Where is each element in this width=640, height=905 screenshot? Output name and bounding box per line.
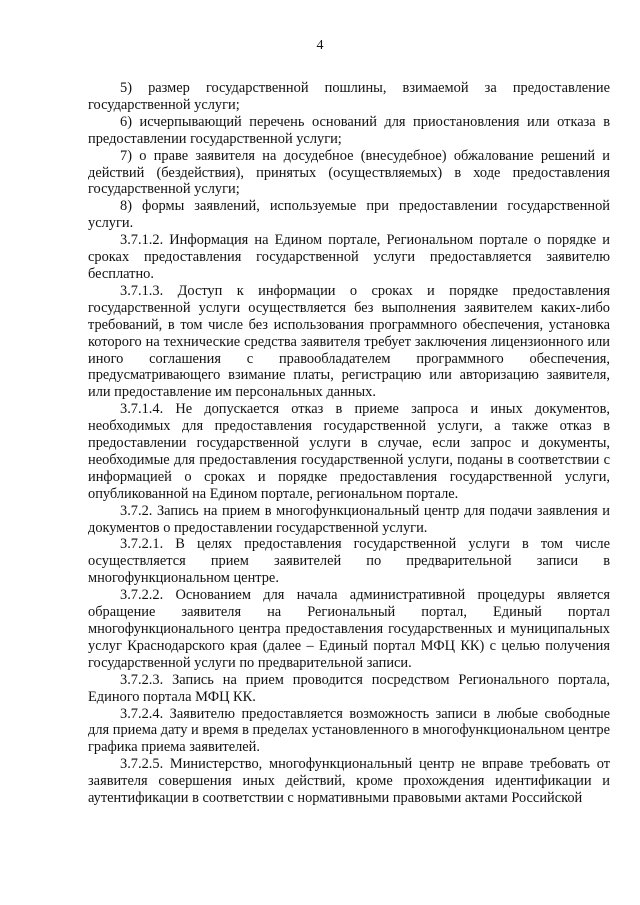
page-number: 4 [316, 38, 324, 53]
paragraph-item-8: 8) формы заявлений, используемые при предоставлении государственной услуги. [88, 198, 610, 232]
paragraph-item-5: 5) размер государственной пошлины, взимаемой за предоставление государственной услуги; [88, 80, 610, 113]
paragraph-3-7-2-5: 3.7.2.5. Министерство, многофункциональный центр не вправе требовать от заявителя совершения иных действий, кроме прохождения идентификации и аутентификации в соответствии с нормативными правовыми актами Российской [88, 756, 610, 807]
paragraph-3-7-1-4: 3.7.1.4. Не допускается отказ в приеме запроса и иных документов, необходимых для предоставления государственной услуги, а также отказ в предоставлении государственной услуги в случае, если запрос и документы, необходимые для предоставления государственной услуги, поданы в соответствии с информацией о сроках и порядке предоставления государственной услуги, опубликованной на Едином портале, региональном портале. [88, 401, 610, 502]
paragraph-3-7-2-1: 3.7.2.1. В целях предоставления государственной услуги в том числе осуществляется прием заявителей по предварительной записи в многофункциональном центре. [88, 536, 610, 587]
paragraph-3-7-2-2: 3.7.2.2. Основанием для начала административной процедуры является обращение заявителя на Региональный портал, Единый портал многофункционального центра предоставления государственных и муниципальных услуг Краснодарского края (далее – Единый портал МФЦ КК) с целью получения государственной услуги по предварительной записи. [88, 587, 610, 671]
paragraph-3-7-1-2: 3.7.1.2. Информация на Едином портале, Региональном портале о порядке и сроках предоставления государственной услуги предоставляется заявителю бесплатно. [88, 232, 610, 282]
paragraph-3-7-2: 3.7.2. Запись на прием в многофункциональный центр для подачи заявления и документов о предоставлении государственной услуги. [88, 502, 610, 536]
paragraph-3-7-2-3: 3.7.2.3. Запись на прием проводится посредством Регионального портала, Единого портала МФЦ КК. [88, 671, 610, 705]
document-body [88, 80, 610, 807]
paragraph-3-7-1-3: 3.7.1.3. Доступ к информации о сроках и порядке предоставления государственной услуги осуществляется без выполнения заявителем каких-либо требований, в том числе без использования программного обеспечения, установка которого на технические средства заявителя требует заключения лицензионного или иного соглашения с правообладателем программного обеспечения, предусматривающего взимание платы, регистрацию или авторизацию заявителя, или предоставление им персональных данных. [88, 282, 610, 401]
paragraph-3-7-2-4: 3.7.2.4. Заявителю предоставляется возможность записи в любые свободные для приема дату и время в пределах установленного в многофункциональном центре графика приема заявителей. [88, 705, 610, 756]
paragraph-item-6: 6) исчерпывающий перечень оснований для приостановления или отказа в предоставлении государственной услуги; [88, 113, 610, 147]
paragraph-item-7: 7) о праве заявителя на досудебное (внесудебное) обжалование решений и действий (бездействия), принятых (осуществляемых) в ходе предоставления государственной услуги; [88, 147, 610, 198]
